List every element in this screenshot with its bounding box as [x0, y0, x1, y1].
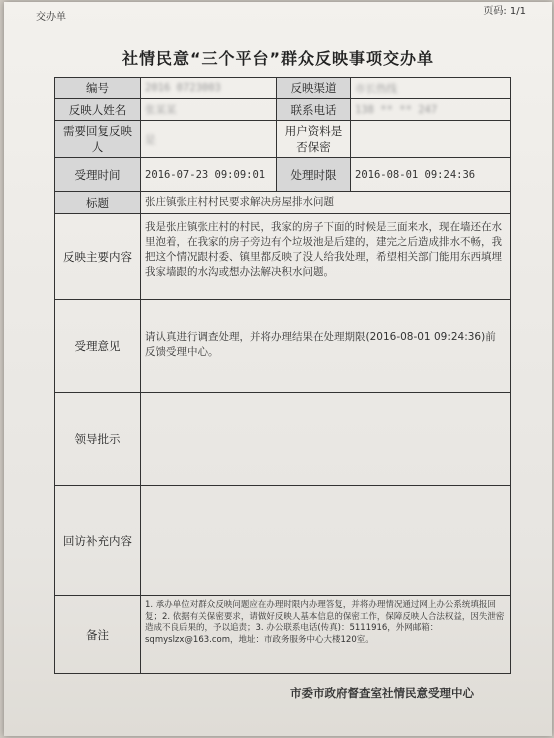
confidential-label: 用户资料是否保密	[277, 121, 351, 158]
notes-value: 1. 承办单位对群众反映问题应在办理时限内办理答复，并将办理情况通过网上办公系统填报回复；2. 依据有关保密要求，请做好反映人基本信息的保密工作，保障反映人合法权益，因失泄密造成不良后果的，予以追责；3. 办公联系电话(传真)：5111916，外网邮箱：sqmyslzx@163.com，地址：市政务服务中心大楼120室。	[141, 596, 511, 674]
document-title: 社情民意“三个平台”群众反映事项交办单	[121, 49, 435, 68]
reply-label: 需要回复反映人	[55, 121, 141, 158]
id-value: 2016 0723003	[145, 82, 221, 94]
leader-value	[141, 393, 511, 486]
notes-label: 备注	[55, 596, 141, 674]
followup-value	[141, 486, 511, 596]
opinion-value: 请认真进行调查处理，并将办理结果在处理期限(2016-08-01 09:24:36)前反馈受理中心。	[141, 300, 511, 393]
opinion-label: 受理意见	[55, 300, 141, 393]
row-id-channel	[55, 78, 511, 99]
reply-value: 是	[145, 133, 156, 146]
content-label: 反映主要内容	[55, 214, 141, 300]
phone-value: 138 ** ** 247	[355, 103, 438, 116]
document-page	[4, 2, 552, 736]
row-opinion	[55, 300, 511, 393]
page-number: 页码: 1/1	[483, 6, 526, 17]
subject-label: 标题	[55, 192, 141, 214]
followup-label: 回访补充内容	[55, 486, 141, 596]
row-content	[55, 214, 511, 300]
form-type-label: 交办单	[36, 12, 66, 23]
deadline-label: 处理时限	[277, 158, 351, 192]
accept-time-value: 2016-07-23 09:09:01	[141, 158, 277, 192]
reporter-value: 张某某	[145, 104, 177, 116]
channel-value: 市长热线	[355, 82, 397, 95]
id-label: 编号	[55, 78, 141, 99]
form-table	[54, 77, 511, 674]
accept-time-label: 受理时间	[55, 158, 141, 192]
reporter-label: 反映人姓名	[55, 99, 141, 121]
content-value: 我是张庄镇张庄村的村民，我家的房子下面的时候是三面来水，现在墙还在水里泡着，在我家的房子旁边有个垃圾池是后建的，建完之后造成排水不畅，我把这个情况跟村委、镇里都反映了没人给我处理，希望相关部门能用东西填埋我家墙跟的水沟或想办法解决积水问题。	[141, 214, 511, 300]
row-leader	[55, 393, 511, 486]
channel-label: 反映渠道	[277, 78, 351, 99]
row-reporter-phone	[55, 99, 511, 121]
subject-value: 张庄镇张庄村村民要求解决房屋排水问题	[141, 192, 511, 214]
row-notes	[55, 596, 511, 674]
leader-label: 领导批示	[55, 393, 141, 486]
issuing-organization: 市委市政府督查室社情民意受理中心	[290, 686, 474, 700]
phone-label: 联系电话	[277, 99, 351, 121]
deadline-value: 2016-08-01 09:24:36	[351, 158, 511, 192]
row-subject	[55, 192, 511, 214]
row-followup	[55, 486, 511, 596]
row-reply-confidential	[55, 121, 511, 158]
row-time	[55, 158, 511, 192]
confidential-value	[351, 121, 511, 158]
